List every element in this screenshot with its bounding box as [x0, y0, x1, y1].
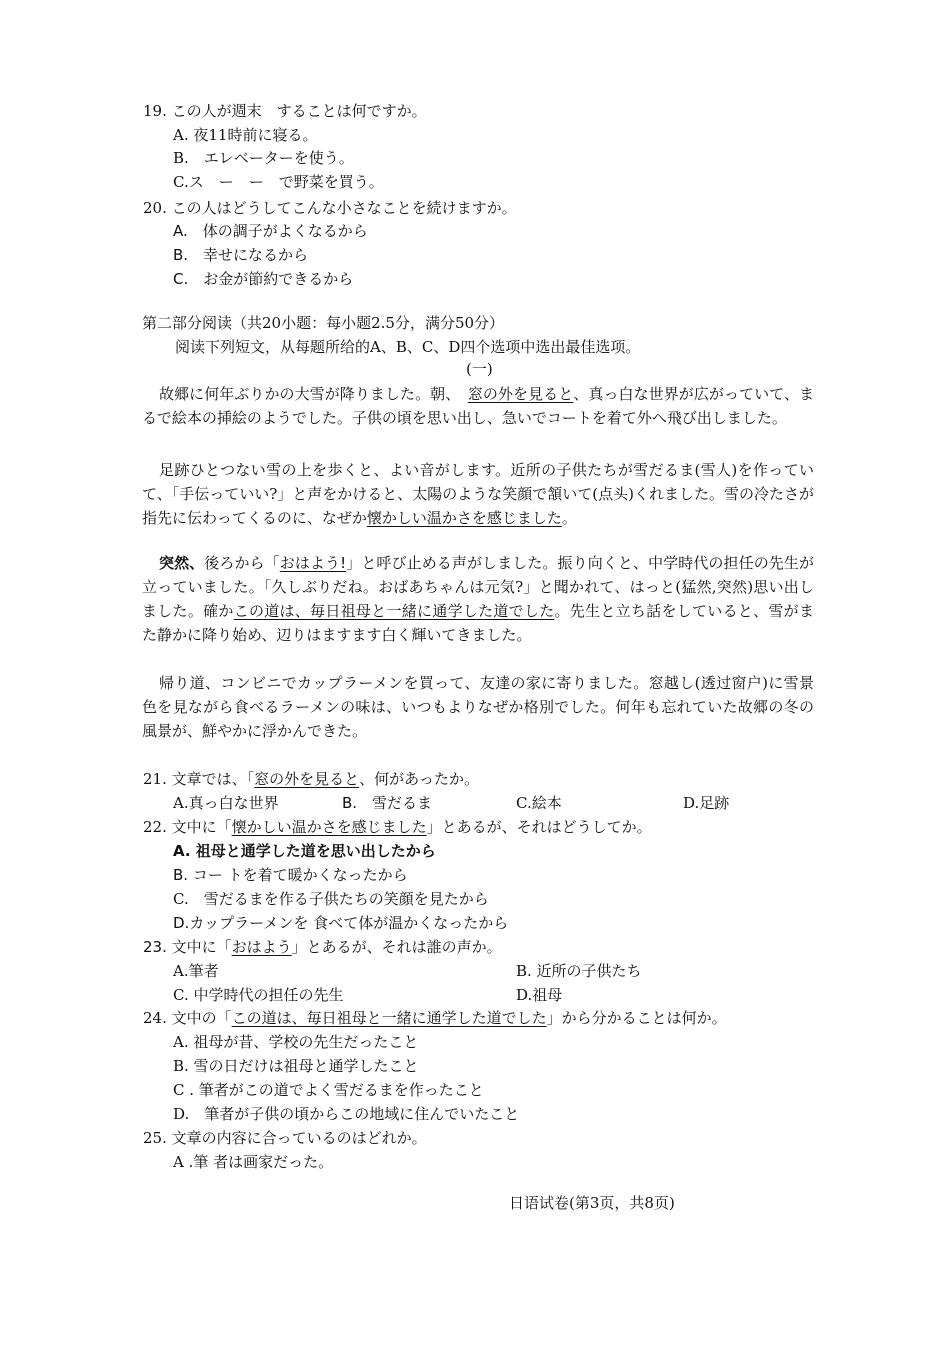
q23-option-a: A.筆者 [173, 962, 219, 980]
q23-stem [143, 937, 502, 957]
p3-bold: 突然、 [159, 554, 205, 572]
p1-underlined: 窓の外を見ると [467, 385, 574, 403]
p2-underlined: 懐かしい温かさを感じました [366, 509, 562, 527]
q22-option-c: C. 雪だるまを作る子供たちの笑顔を見たから [173, 890, 489, 908]
q21-option-a: A.真っ白な世界 [173, 794, 279, 812]
q21-stem-b: 、何があったか。 [359, 770, 479, 788]
q21-option-d: D.足跡 [683, 794, 730, 812]
q24-option-a: A. 祖母が昔、学校の先生だったこと [173, 1033, 419, 1051]
q24-option-d: D. 筆者が子供の頃からこの地域に住んでいたこと [173, 1105, 520, 1123]
q20-stem: 20. この人はどうしてこんな小さなことを続けますか。 [143, 199, 517, 217]
q21-stem-a: 21. 文章では、「 [143, 770, 255, 788]
p3-underlined-road: この道は、毎日祖母と一緒に通学した道でした [233, 602, 555, 620]
q24-stem-underlined: この道は、毎日祖母と一緒に通学した道でした [231, 1009, 547, 1027]
q19-option-b: B. エレベーターを使う。 [173, 149, 354, 167]
q25-stem: 25. 文章の内容に合っているのはどれか。 [143, 1129, 427, 1147]
q24-option-b: B. 雪の日だけは祖母と通学したこと [173, 1057, 419, 1075]
q20-option-b: B. 幸せになるから [173, 246, 309, 264]
q22-option-b: B. コー トを着て暖かくなったから [173, 866, 408, 884]
q24-stem-b: 」から分かることは何か。 [546, 1009, 727, 1027]
p1-text-b: 、真っ白な世界が広がっていて、まるで絵本の挿絵のようでした。子供の頃を思い出し、急いでコートを着て外へ飛び出しました。 [142, 385, 814, 427]
section-number: (一) [466, 360, 493, 378]
q23-stem-underlined: おはよう [231, 938, 292, 956]
q22-option-a: A. 祖母と通学した道を思い出したから [173, 842, 436, 860]
q24-stem-a: 24. 文中の「 [143, 1009, 232, 1027]
q21-option-b: B. 雪だるま [342, 794, 433, 812]
q24-stem [143, 1008, 727, 1028]
part2-title: 第二部分阅读（共20小题：每小题2.5分，满分50分） [142, 314, 505, 332]
q19-option-a: A. 夜11時前に寝る。 [173, 126, 318, 144]
passage-paragraph-1 [142, 382, 814, 430]
q20-option-a: A. 体の調子がよくなるから [173, 222, 368, 240]
passage-paragraph-3 [142, 551, 814, 647]
p1-text-a: 故郷に何年ぶりかの大雪が降りました。朝、 [159, 385, 468, 403]
q22-stem-a: 22. 文中に「 [143, 818, 232, 836]
q21-stem-underlined: 窓の外を見ると [254, 770, 360, 788]
passage-paragraph-2 [142, 458, 814, 530]
q25-option-a: A .筆 者は画家だった。 [173, 1153, 334, 1171]
p3-text-c: 」と呼び止める声がしました。振り向くと、中学時代の担任の先生が立っていました。「久しぶりだね。おばあちゃんは元気?」と聞かれて、はっと(猛然,突然)思い出しました。確か [142, 554, 814, 620]
q23-stem-a: 23. 文中に「 [143, 938, 232, 956]
p3-text-b: 後ろから「 [204, 554, 280, 572]
q22-stem [143, 817, 652, 837]
p2-text-a: 足跡ひとつない雪の上を歩くと、よい音がします。近所の子供たちが雪だるま(雪人)を作っていて、「手伝っていい?」と声をかけると、太陽のような笑顔で頷いて(点头)くれました。雪の冷たさが指先に伝わってくるのに、なぜか [142, 461, 814, 527]
q23-stem-b: 」とあるが、それは誰の声か。 [291, 938, 502, 956]
q22-stem-underlined: 懐かしい温かさを感じました [231, 818, 427, 836]
q23-option-d: D.祖母 [516, 986, 563, 1004]
q23-option-c: C. 中学時代の担任の先生 [173, 986, 344, 1004]
q19-stem: 19. この人が週末 することは何ですか。 [143, 102, 427, 120]
q22-stem-b: 」とあるが、それはどうしてか。 [426, 818, 652, 836]
q24-option-c: C . 筆者がこの道でよく雪だるまを作ったこと [173, 1081, 484, 1099]
p3-underlined-greeting: おはよう! [279, 554, 347, 572]
q19-option-c: C.ス ー ー で野菜を買う。 [173, 173, 384, 191]
q21-stem [143, 769, 479, 789]
p2-text-b: 。 [561, 509, 577, 527]
p3-text-d: 。先生と立ち話をしていると、雪がまた静かに降り始め、辺りはますます白く輝いてきました。 [142, 602, 814, 644]
page-footer: 日语试卷(第3页，共8页) [509, 1194, 675, 1212]
q22-option-d: D.カップラーメンを 食べて体が温かくなったから [173, 914, 509, 932]
q21-option-c: C.絵本 [516, 794, 562, 812]
q23-option-b: B. 近所の子供たち [516, 962, 642, 980]
passage-paragraph-4: 帰り道、コンビニでカップラーメンを買って、友達の家に寄りました。窓越し(透过窗户)に雪景色を見ながら食べるラーメンの味は、いつもよりなぜか格別でした。何年も忘れていた故郷の冬の風景が、鮮やかに浮かんできた。 [142, 674, 814, 740]
q20-option-c: C. お金が節約できるから [173, 270, 354, 288]
part2-instruction: 阅读下列短文，从每题所给的A、B、C、D四个选项中选出最佳选项。 [175, 338, 641, 356]
